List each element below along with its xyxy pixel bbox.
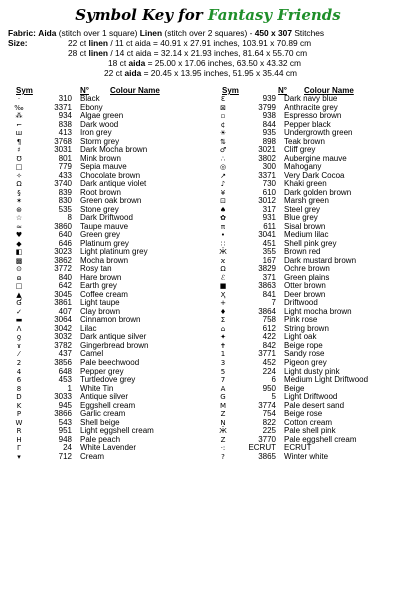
symbol-cell: □	[15, 163, 23, 172]
symbol-cell: ∷	[220, 239, 226, 248]
symbol-cell: ⁂	[15, 112, 23, 121]
symbol-cell: +	[220, 299, 226, 308]
colour-name-cell: Cinnamon brown	[80, 315, 141, 325]
fabric-stitches-label: Stitches	[294, 28, 325, 38]
symbol-cell: Ɛ	[220, 95, 226, 103]
symbol-cell: ·	[17, 95, 21, 103]
thread-number-cell: 3012	[258, 196, 276, 206]
fabric-line	[8, 28, 324, 38]
size-line: 28 ct linen / 14 ct aida = 32.14 x 21.93 inches, 81.64 x 55.70 cm	[68, 48, 308, 58]
symbol-cell: ¥	[220, 188, 226, 197]
thread-number-cell: 3829	[258, 264, 276, 274]
thread-number-cell: 839	[58, 187, 72, 197]
colour-name-cell: Pale desert sand	[284, 400, 345, 410]
thread-number-cell: 6	[271, 375, 276, 385]
thread-number-cell: 3023	[54, 247, 72, 257]
thread-number-cell: 931	[262, 213, 276, 223]
symbol-cell: ✿	[220, 214, 226, 223]
colour-name-cell: Lilac	[80, 323, 97, 333]
symbol-cell: ▲	[16, 290, 22, 299]
colour-name-cell: Pale shell pink	[284, 426, 336, 436]
header-name-right: Colour Name	[304, 86, 354, 95]
colour-name-cell: Pale peach	[80, 434, 121, 444]
fabric-linen-note: (stitch over 2 squares) -	[164, 28, 253, 38]
colour-name-cell: Rosy tan	[80, 264, 112, 274]
colour-name-cell: Algae green	[80, 111, 124, 121]
colour-name-cell: Shell pink grey	[284, 238, 337, 248]
thread-number-cell: 3033	[54, 392, 72, 402]
symbol-cell: 1	[220, 350, 226, 359]
symbol-cell: ⌂	[220, 324, 226, 333]
symbol-cell: 7	[220, 376, 226, 385]
colour-name-cell: Medium lilac	[284, 230, 329, 240]
colour-name-cell: Light Driftwood	[284, 392, 338, 402]
symbol-cell: Γ	[17, 444, 21, 453]
symbol-cell: ♯	[17, 146, 21, 155]
symbol-cell: Z	[220, 410, 226, 419]
thread-number-cell: 3862	[54, 255, 72, 265]
thread-number-cell: 407	[58, 306, 72, 316]
thread-number-cell: 355	[262, 247, 276, 257]
thread-number-cell: 3045	[54, 289, 72, 299]
colour-name-cell: Chocolate brown	[80, 170, 141, 180]
thread-number-cell: 822	[262, 417, 276, 427]
fabric-label: Fabric:	[8, 28, 36, 38]
symbol-cell: ↗	[220, 171, 226, 180]
thread-number-cell: 3860	[54, 221, 72, 231]
header-name-left: Colour Name	[110, 86, 160, 95]
symbol-cell: P	[16, 410, 22, 419]
thread-number-cell: 3802	[258, 153, 276, 163]
colour-name-cell: ECRUT	[284, 443, 312, 453]
symbol-cell: ‰	[14, 103, 24, 112]
header-sym-right: Sym	[222, 86, 239, 95]
colour-name-cell: Light dusty pink	[284, 366, 340, 376]
colour-name-cell: Light oak	[284, 332, 317, 342]
colour-name-cell: Shell beige	[80, 417, 120, 427]
symbol-cell: π	[220, 222, 226, 231]
colour-name-cell: Coffee cream	[80, 289, 128, 299]
thread-number-cell: 3064	[54, 315, 72, 325]
thread-number-cell: 3371	[54, 102, 72, 112]
symbol-cell: ▩	[15, 256, 23, 265]
colour-name-cell: Pale beechwood	[80, 357, 140, 367]
thread-number-cell: 934	[58, 111, 72, 121]
thread-number-cell: 3772	[54, 264, 72, 274]
symbol-cell: ▬	[15, 316, 23, 325]
thread-number-cell: 948	[58, 434, 72, 444]
symbol-cell: ⌐	[16, 120, 22, 129]
colour-name-cell: Black	[80, 94, 100, 103]
thread-number-cell: 830	[58, 196, 72, 206]
colour-name-cell: Gingerbread brown	[80, 340, 149, 350]
thread-number-cell: 844	[262, 119, 276, 129]
thread-number-cell: 612	[262, 323, 276, 333]
thread-number-cell: 3863	[258, 281, 276, 291]
thread-number-cell: 3031	[54, 145, 72, 155]
colour-name-cell: Brown red	[284, 247, 321, 257]
symbol-cell: R	[16, 427, 22, 436]
thread-number-cell: 3740	[54, 179, 72, 189]
symbol-cell: 5	[220, 367, 226, 376]
symbol-cell: 6	[16, 376, 22, 385]
symbol-cell: ¢	[220, 120, 226, 129]
title-main: Symbol Key for	[75, 6, 203, 24]
thread-number-cell: 1	[67, 383, 72, 393]
colour-name-cell: Antique silver	[80, 392, 129, 402]
symbol-cell: 3	[220, 358, 226, 367]
colour-name-cell: Dark wood	[80, 119, 119, 129]
colour-name-cell: Storm grey	[80, 136, 120, 146]
colour-name-cell: Dark antique silver	[80, 332, 147, 342]
size-line: 18 ct aida = 25.00 x 17.06 inches, 63.50 x 43.32 cm	[108, 58, 302, 68]
symbol-cell: ɷ	[16, 273, 22, 282]
colour-name-cell: Eggshell cream	[80, 400, 136, 410]
symbol-cell: ?	[221, 452, 225, 461]
colour-name-cell: Cotton cream	[284, 417, 333, 427]
key-row	[8, 316, 200, 325]
symbol-cell: N	[220, 418, 226, 427]
colour-name-cell: Espresso brown	[284, 111, 342, 121]
symbol-key-table-right	[212, 95, 404, 461]
thread-number-cell: 433	[58, 170, 72, 180]
thread-number-cell: 945	[58, 400, 72, 410]
colour-name-cell: Iron grey	[80, 128, 112, 138]
symbol-cell: ♂	[219, 146, 227, 155]
symbol-cell: ♦	[219, 307, 227, 316]
colour-name-cell: Blue grey	[284, 213, 318, 223]
thread-number-cell: 8	[67, 213, 72, 223]
colour-name-cell: Cream	[80, 451, 105, 461]
colour-name-cell: White Tin	[80, 383, 114, 393]
symbol-cell: D	[16, 393, 22, 402]
symbol-cell: ·:	[220, 444, 226, 453]
colour-name-cell: Taupe mauve	[80, 221, 129, 231]
thread-number-cell: 838	[58, 119, 72, 129]
thread-number-cell: 801	[58, 153, 72, 163]
colour-name-cell: Pale eggshell cream	[284, 434, 357, 444]
thread-number-cell: 842	[262, 340, 276, 350]
colour-name-cell: Sisal brown	[284, 221, 326, 231]
symbol-cell: ≈	[16, 222, 22, 231]
thread-number-cell: 24	[63, 443, 72, 453]
colour-name-cell: Light taupe	[80, 298, 120, 308]
thread-number-cell: 840	[58, 272, 72, 282]
thread-number-cell: 7	[271, 298, 276, 308]
thread-number-cell: 3371	[258, 170, 276, 180]
symbol-cell: H	[16, 435, 22, 444]
symbol-cell: ⊛	[16, 205, 22, 214]
symbol-cell: ☀	[219, 129, 227, 138]
thread-number-cell: 452	[262, 357, 276, 367]
thread-number-cell: 3770	[258, 434, 276, 444]
colour-name-cell: Mahogany	[284, 162, 322, 172]
thread-number-cell: 543	[58, 417, 72, 427]
colour-name-cell: Winter white	[284, 451, 329, 461]
symbol-cell: ℰ	[220, 273, 226, 282]
thread-number-cell: 758	[262, 315, 276, 325]
colour-name-cell: Otter brown	[284, 281, 326, 291]
thread-number-cell: 451	[262, 238, 276, 248]
colour-name-cell: Platinum grey	[80, 238, 129, 248]
thread-number-cell: 950	[262, 383, 276, 393]
thread-number-cell: 3799	[258, 102, 276, 112]
symbol-cell: Ӝ	[219, 248, 227, 257]
thread-number-cell: 167	[262, 255, 276, 265]
colour-name-cell: Sandy rose	[284, 349, 325, 359]
thread-number-cell: 453	[58, 375, 72, 385]
colour-name-cell: Mink brown	[80, 153, 121, 163]
key-row	[8, 342, 200, 351]
colour-name-cell: Pigeon grey	[284, 357, 327, 367]
symbol-cell: ✦	[220, 333, 226, 342]
symbol-cell: ϰ	[220, 256, 226, 265]
thread-number-cell: 3782	[54, 340, 72, 350]
colour-name-cell: String brown	[284, 323, 329, 333]
thread-number-cell: ECRUT	[248, 443, 276, 453]
key-row	[8, 453, 200, 462]
thread-number-cell: 640	[58, 230, 72, 240]
colour-name-cell: Pink rose	[284, 315, 318, 325]
symbol-cell: ✓	[16, 307, 22, 316]
thread-number-cell: 317	[262, 204, 276, 214]
thread-number-cell: 3771	[258, 349, 276, 359]
thread-number-cell: 535	[58, 204, 72, 214]
symbol-cell: M	[219, 401, 227, 410]
symbol-cell: ☆	[15, 214, 23, 223]
symbol-cell: Ӂ	[219, 427, 227, 436]
colour-name-cell: Camel	[80, 349, 104, 359]
thread-number-cell: 646	[58, 238, 72, 248]
thread-number-cell: 422	[262, 332, 276, 342]
colour-name-cell: Dark antique violet	[80, 179, 147, 189]
colour-name-cell: Hare brown	[80, 272, 122, 282]
thread-number-cell: 5	[271, 392, 276, 402]
symbol-cell: ш	[15, 129, 23, 138]
colour-name-cell: Deer brown	[284, 289, 326, 299]
symbol-cell: ♪	[220, 180, 226, 189]
colour-name-cell: Ochre brown	[284, 264, 330, 274]
symbol-cell: A	[220, 384, 226, 393]
thread-number-cell: 225	[262, 426, 276, 436]
size-line: 22 ct linen / 11 ct aida = 40.91 x 27.91 inches, 103.91 x 70.89 cm	[68, 38, 312, 48]
symbol-cell: •	[220, 231, 226, 240]
symbol-cell: ◆	[16, 239, 22, 248]
colour-name-cell: Undergrowth green	[284, 128, 353, 138]
symbol-cell: ■	[219, 282, 227, 291]
symbol-cell: ɤ	[16, 341, 22, 350]
size-label-wrap	[8, 38, 28, 48]
thread-number-cell: 3861	[54, 298, 72, 308]
symbol-cell: G	[220, 393, 226, 402]
symbol-cell: 8	[16, 384, 22, 393]
colour-name-cell: Light eggshell cream	[80, 426, 154, 436]
symbol-cell: Ʌ	[16, 324, 22, 333]
fabric-linen: Linen	[139, 28, 163, 38]
symbol-cell: ◧	[15, 248, 23, 257]
thread-number-cell: 3041	[258, 230, 276, 240]
colour-name-cell: Very Dark Cocoa	[284, 170, 345, 180]
colour-name-cell: Aubergine mauve	[284, 153, 347, 163]
thread-number-cell: 371	[262, 272, 276, 282]
symbol-cell: ⊠	[220, 103, 226, 112]
symbol-cell: ♥	[15, 231, 23, 240]
thread-number-cell: 754	[262, 409, 276, 419]
colour-name-cell: Earth grey	[80, 281, 117, 291]
size-label: Size:	[8, 38, 28, 48]
symbol-cell: K	[16, 401, 22, 410]
key-row	[212, 453, 404, 462]
thread-number-cell: 648	[58, 366, 72, 376]
thread-number-cell: 938	[262, 111, 276, 121]
colour-name-cell: Beige rope	[284, 340, 323, 350]
thread-number-cell: 310	[58, 94, 72, 103]
thread-number-cell: 3866	[54, 409, 72, 419]
colour-name-cell: Beige rose	[284, 409, 323, 419]
symbol-cell: Σ	[220, 316, 226, 325]
key-row	[212, 376, 404, 385]
thread-number-cell: 935	[262, 128, 276, 138]
colour-name-cell: Steel grey	[284, 204, 321, 214]
colour-name-cell: Pepper black	[284, 119, 331, 129]
symbol-cell: ⊡	[220, 197, 226, 206]
colour-name-cell: Light platinum grey	[80, 247, 148, 257]
colour-name-cell: Dark navy blue	[284, 94, 338, 103]
colour-name-cell: Garlic cream	[80, 409, 126, 419]
header-num-right: N°	[278, 86, 287, 95]
colour-name-cell: Dark Driftwood	[80, 213, 133, 223]
symbol-cell: 4	[16, 367, 22, 376]
symbol-cell: ∴	[220, 154, 226, 163]
symbol-cell: Z	[220, 435, 226, 444]
symbol-cell: ¶	[16, 137, 22, 146]
colour-name-cell: Turtledove grey	[80, 375, 136, 385]
colour-name-cell: Mocha brown	[80, 255, 129, 265]
colour-name-cell: Medium Light Driftwood	[284, 375, 369, 385]
symbol-cell: ⊙	[16, 265, 22, 274]
thread-number-cell: 224	[262, 366, 276, 376]
colour-name-cell: Green plains	[284, 272, 330, 282]
colour-name-cell: Driftwood	[284, 298, 318, 308]
thread-number-cell: 898	[262, 136, 276, 146]
size-line: 22 ct aida = 20.45 x 13.95 inches, 51.95 x 35.44 cm	[104, 68, 298, 78]
fabric-stitches: 450 x 307	[254, 28, 292, 38]
thread-number-cell: 3021	[258, 145, 276, 155]
key-row	[8, 444, 200, 453]
colour-name-cell: Clay brown	[80, 306, 121, 316]
thread-number-cell: 3042	[54, 323, 72, 333]
colour-name-cell: Light mocha brown	[284, 306, 352, 316]
symbol-cell: □	[15, 282, 23, 291]
thread-number-cell: 3774	[258, 400, 276, 410]
thread-number-cell: 939	[262, 94, 276, 103]
symbol-cell: Ω	[16, 180, 22, 189]
thread-number-cell: 712	[58, 451, 72, 461]
symbol-cell: ♠	[219, 205, 227, 214]
symbol-cell: §	[17, 188, 21, 197]
thread-number-cell: 3865	[258, 451, 276, 461]
thread-number-cell: 779	[58, 162, 72, 172]
symbol-cell: ✝	[220, 341, 226, 350]
symbol-cell: W	[15, 418, 23, 427]
symbol-cell: ▾	[17, 452, 21, 461]
symbol-cell: ▫	[220, 112, 226, 121]
page-title	[0, 6, 416, 24]
colour-name-cell: Anthracite grey	[284, 102, 338, 112]
colour-name-cell: Sepia mauve	[80, 162, 127, 172]
fabric-aida: Aida	[38, 28, 57, 38]
thread-number-cell: 300	[262, 162, 276, 172]
colour-name-cell: Root brown	[80, 187, 121, 197]
colour-name-cell: Green grey	[80, 230, 121, 240]
fabric-aida-note: (stitch over 1 square)	[58, 28, 138, 38]
symbol-cell: 2	[16, 358, 22, 367]
thread-number-cell: 437	[58, 349, 72, 359]
symbol-cell: ✶	[16, 197, 22, 206]
thread-number-cell: 3768	[54, 136, 72, 146]
symbol-cell: ƍ	[16, 333, 22, 342]
symbol-cell: ◎	[219, 163, 227, 172]
title-pattern-name: Fantasy Friends	[207, 6, 341, 24]
colour-name-cell: Beige	[284, 383, 305, 393]
colour-name-cell: Cliff grey	[284, 145, 316, 155]
colour-name-cell: Dark Mocha brown	[80, 145, 148, 155]
colour-name-cell: White Lavender	[80, 443, 137, 453]
thread-number-cell: 611	[263, 221, 276, 231]
thread-number-cell: 3856	[54, 357, 72, 367]
symbol-cell: ⇅	[220, 137, 226, 146]
thread-number-cell: 951	[58, 426, 72, 436]
colour-name-cell: Teak brown	[284, 136, 325, 146]
symbol-cell: Ҳ	[220, 290, 226, 299]
thread-number-cell: 642	[58, 281, 72, 291]
thread-number-cell: 3864	[258, 306, 276, 316]
thread-number-cell: 3032	[54, 332, 72, 342]
symbol-key-table-left	[8, 95, 200, 461]
header-num-left: N°	[80, 86, 89, 95]
thread-number-cell: 610	[262, 187, 276, 197]
colour-name-cell: Khaki green	[284, 179, 327, 189]
thread-number-cell: 413	[58, 128, 72, 138]
colour-name-cell: Dark mustard brown	[284, 255, 357, 265]
colour-name-cell: Green oak brown	[80, 196, 142, 206]
colour-name-cell: Stone grey	[80, 204, 119, 214]
symbol-cell: ✧	[16, 171, 22, 180]
colour-name-cell: Marsh green	[284, 196, 329, 206]
symbol-cell: ⁄	[18, 350, 20, 359]
symbol-cell: ℧	[16, 154, 22, 163]
key-row	[8, 95, 200, 104]
colour-name-cell: Pepper grey	[80, 366, 124, 376]
thread-number-cell: 730	[262, 179, 276, 189]
header-sym-left: Sym	[16, 86, 33, 95]
thread-number-cell: 841	[262, 289, 276, 299]
colour-name-cell: Ebony	[80, 102, 103, 112]
symbol-cell: Ω	[220, 265, 226, 274]
colour-name-cell: Dark golden brown	[284, 187, 352, 197]
symbol-cell: Ɠ	[16, 299, 22, 308]
